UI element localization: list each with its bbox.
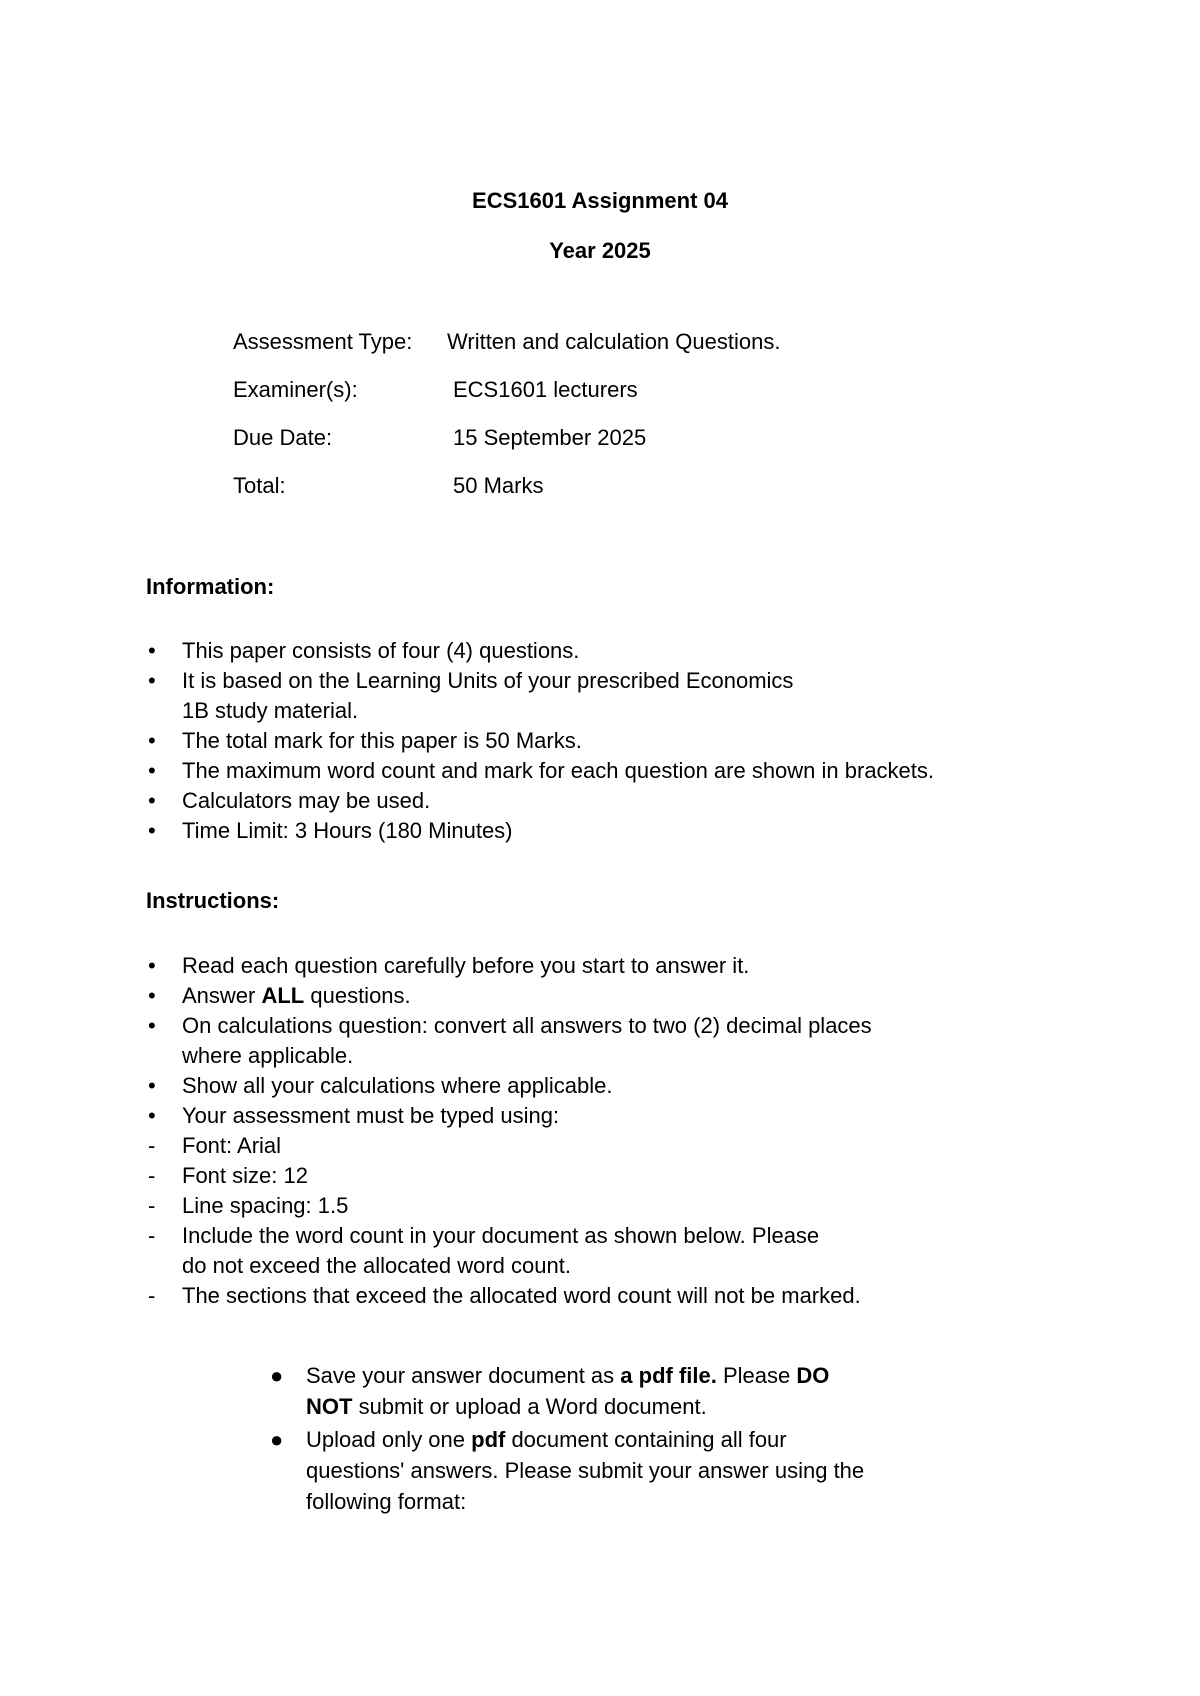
document-year: Year 2025: [549, 238, 651, 263]
meta-label: Due Date:: [233, 425, 333, 450]
bullet-icon: ●: [270, 1363, 284, 1388]
information-list: [146, 636, 1046, 846]
meta-value: Written and calculation Questions.: [447, 329, 781, 354]
list-item: • Answer ALL questions.: [146, 981, 1046, 1011]
meta-row-total: [233, 474, 780, 522]
meta-row-assessment-type: [233, 330, 780, 378]
bullet-icon: •: [148, 728, 156, 753]
list-item: - Line spacing: 1.5: [146, 1191, 1046, 1221]
list-item: - Include the word count in your document as shown below. Please do not exceed the allocated word count.: [148, 1223, 820, 1278]
instructions-heading: Instructions:: [146, 888, 280, 913]
information-heading: Information:: [146, 574, 275, 599]
bullet-icon: ●: [270, 1427, 284, 1452]
assessment-details: [233, 330, 780, 522]
list-item: ● Save your answer document as a pdf file. Please DO NOT submit or upload a Word document.: [268, 1360, 918, 1422]
meta-value: ECS1601 lecturers: [453, 377, 638, 402]
bullet-icon: •: [148, 1073, 156, 1098]
list-item: • The total mark for this paper is 50 Marks.: [146, 726, 1046, 756]
list-item: • This paper consists of four (4) questions.: [146, 636, 1046, 666]
meta-row-examiners: [233, 378, 780, 426]
bullet-icon: •: [148, 668, 156, 693]
meta-label: Assessment Type:: [233, 329, 413, 354]
dash-icon: -: [148, 1223, 156, 1248]
meta-value: 50 Marks: [453, 473, 544, 498]
dash-icon: -: [148, 1193, 156, 1218]
list-item: - Font size: 12: [146, 1161, 1046, 1191]
dash-icon: -: [148, 1133, 156, 1158]
list-item: • Calculators may be used.: [146, 786, 1046, 816]
list-item: ● Upload only one pdf document containing all four questions' answers. Please submit your answer using the following format:: [268, 1424, 918, 1517]
bullet-icon: •: [148, 1013, 156, 1038]
dash-icon: -: [148, 1163, 156, 1188]
meta-label: Total:: [233, 473, 286, 498]
bullet-icon: •: [148, 953, 156, 978]
bullet-icon: •: [148, 818, 156, 843]
list-item: - The sections that exceed the allocated word count will not be marked.: [146, 1281, 1046, 1311]
list-item: • Your assessment must be typed using: - Font: Arial - Font size: 12 - Line spacing: 1.5 - Include the word count in your document as shown below. Please do not exceed the allocated word count. - The sections that exceed the allocated word count will not be marked.: [146, 1101, 1046, 1311]
meta-value: 15 September 2025: [453, 425, 647, 450]
meta-row-due-date: [233, 426, 780, 474]
document-title: ECS1601 Assignment 04: [472, 188, 728, 213]
list-item: • Show all your calculations where applicable.: [146, 1071, 1046, 1101]
list-item: • It is based on the Learning Units of your prescribed Economics 1B study material.: [148, 668, 794, 723]
dash-icon: -: [148, 1283, 156, 1308]
list-item: • Time Limit: 3 Hours (180 Minutes): [146, 816, 1046, 846]
submission-list: [268, 1360, 918, 1519]
bullet-icon: •: [148, 1103, 156, 1128]
format-rules-list: [146, 1131, 1046, 1311]
bullet-icon: •: [148, 758, 156, 783]
meta-label: Examiner(s):: [233, 377, 358, 402]
instructions-list: [146, 951, 1046, 1311]
bullet-icon: •: [148, 638, 156, 663]
bullet-icon: •: [148, 788, 156, 813]
list-item: • Read each question carefully before you start to answer it.: [146, 951, 1046, 981]
bullet-icon: •: [148, 983, 156, 1008]
list-item: - Font: Arial: [146, 1131, 1046, 1161]
list-item: • On calculations question: convert all answers to two (2) decimal places where applicable.: [148, 1013, 872, 1068]
list-item: • The maximum word count and mark for each question are shown in brackets.: [146, 756, 1046, 786]
